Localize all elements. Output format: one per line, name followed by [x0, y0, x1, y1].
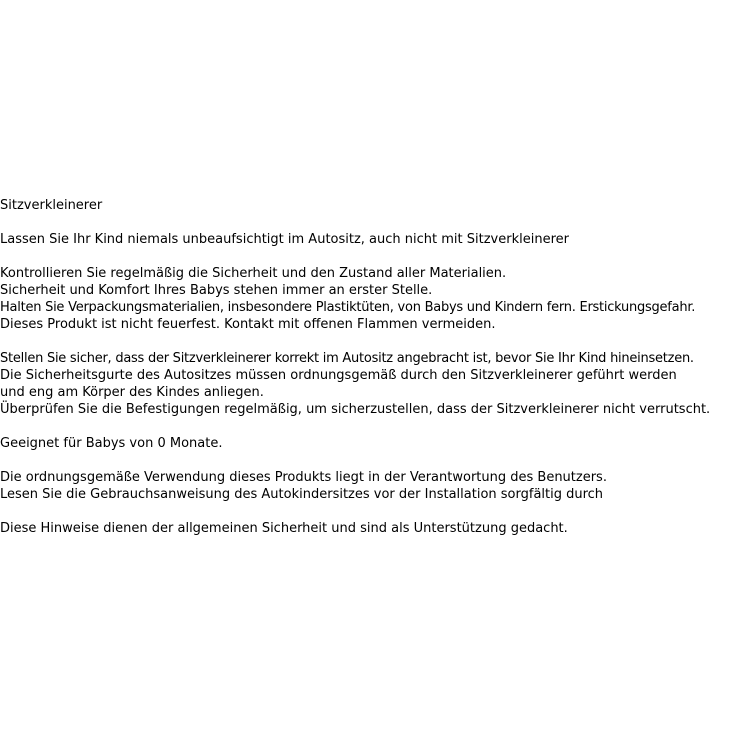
- safety-check-line: Kontrollieren Sie regelmäßig die Sicherheit und den Zustand aller Materialien.: [0, 266, 507, 281]
- disclaimer-paragraph: [0, 520, 736, 537]
- warning-text: Lassen Sie Ihr Kind niemals unbeaufsichtigt im Autositz, auch nicht mit Sitzverkleinerer: [0, 232, 569, 247]
- safety-check-line: Halten Sie Verpackungsmaterialien, insbesondere Plastiktüten, von Babys und Kindern fern. Erstickungsgefahr.: [0, 300, 696, 315]
- safety-check-line: Sicherheit und Komfort Ihres Babys stehen immer an erster Stelle.: [0, 283, 433, 298]
- age-suitability-text: Geeignet für Babys von 0 Monate.: [0, 436, 223, 451]
- responsibility-line: Lesen Sie die Gebrauchsanweisung des Autokindersitzes vor der Installation sorgfältig durch: [0, 487, 604, 502]
- document-title: Sitzverkleinerer: [0, 198, 103, 213]
- age-paragraph: [0, 435, 736, 452]
- safety-check-line: Dieses Produkt ist nicht feuerfest. Kontakt mit offenen Flammen vermeiden.: [0, 317, 496, 332]
- installation-line: und eng am Körper des Kindes anliegen.: [0, 385, 264, 400]
- disclaimer-text: Diese Hinweise dienen der allgemeinen Sicherheit und sind als Unterstützung gedacht.: [0, 521, 568, 536]
- responsibility-line: Die ordnungsgemäße Verwendung dieses Produkts liegt in der Verantwortung des Benutzers.: [0, 470, 607, 485]
- responsibility-paragraph: [0, 469, 736, 503]
- installation-line: Stellen Sie sicher, dass der Sitzverkleinerer korrekt im Autositz angebracht ist, bevor Sie Ihr Kind hineinsetzen.: [0, 351, 694, 366]
- installation-paragraph: [0, 350, 736, 418]
- safety-checks-paragraph: [0, 265, 736, 333]
- installation-line: Überprüfen Sie die Befestigungen regelmäßig, um sicherzustellen, dass der Sitzverkleinerer nicht verrutscht.: [0, 402, 711, 417]
- safety-instructions-document: [0, 197, 736, 537]
- warning-paragraph: [0, 231, 736, 248]
- installation-line: Die Sicherheitsgurte des Autositzes müssen ordnungsgemäß durch den Sitzverkleinerer geführt werden: [0, 368, 677, 383]
